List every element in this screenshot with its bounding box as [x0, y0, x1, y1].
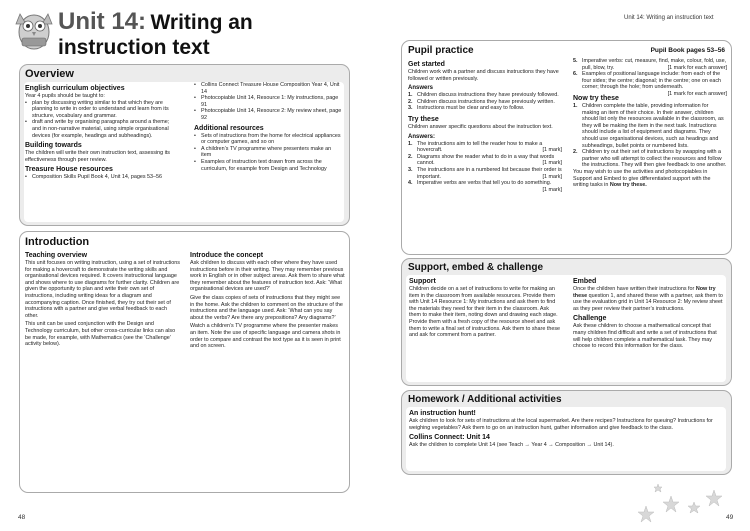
list-item: • Collins Connect Treasure House Composition Year 4, Unit 14 — [194, 82, 342, 95]
concept-text-3: Watch a children’s TV programme where the presenter makes an item. Note the use of specific language and camera shots in order to compare and contrast the text type as it is seen in print and on screen. — [190, 323, 341, 350]
list-item: • A children’s TV programme where presenters make an item — [194, 146, 342, 159]
concept-heading: Introduce the concept — [190, 252, 264, 259]
answer-item: 1. Children discuss instructions they have previously followed. — [408, 92, 559, 99]
support-box — [401, 258, 732, 386]
answers-heading: Answers — [408, 85, 434, 92]
support-col2 — [573, 275, 725, 382]
page-number-left: 48 — [18, 514, 26, 521]
running-head: Unit 14: Writing an instruction text — [624, 15, 714, 21]
teaching-text-2: This unit can be used conjunction with the Design and Technology curriculum, but other cross-curricular links can also be made, for example, with Mathematics (see the ‘Challenge’ activity below). — [25, 321, 176, 348]
try-these-text: Children answer specific questions about the instruction text. — [408, 123, 553, 130]
list-item: • Examples of instruction text drawn from across the curriculum, for example from Design and Technology — [194, 159, 342, 172]
practice-closing: You may wish to use the activities and photocopiables in Support and Embed to give differentiated support with the writing tasks in Now try these. — [573, 168, 711, 189]
homework-title: Homework / Additional activities — [408, 394, 562, 405]
homework-content — [409, 407, 725, 471]
answer-item: 3. The instructions are in a numbered list because their order is important. [1 mark] — [408, 166, 562, 180]
teaching-text-1: This unit focuses on writing instruction, using a set of instructions for making a hovercraft to demonstrate the writing skills and organisational devices required. It covers instructional language and shows where to use diagrams for further clarity. Children are given the opportunity to plan and write their own set of instructions, including writing ideas for a diagram and accompanying caption. Once finished, they try out their set of instructions with a partner and give verbal feedback to each other. — [25, 260, 180, 319]
concept-text-1: Ask children to discuss with each other where they have used instructions before in their writing. They may remember previous work in English or in other subject areas. Ask them to share what they remember about the features of instruction text. Ask: ‘What organisational devices are used?’ — [190, 260, 345, 293]
practice-pages: Pupil Book pages 53–56 — [650, 47, 725, 54]
try-these-heading: Try these — [408, 115, 439, 123]
collins-heading: Collins Connect: Unit 14 — [409, 434, 490, 442]
now-try-answers — [573, 103, 727, 169]
overview-box — [19, 64, 350, 226]
answer-item: 1. The instructions aim to tell the reader how to make a hovercraft. [1 mark] — [408, 140, 562, 154]
title-line-1: Writing an — [150, 11, 253, 34]
hunt-heading: An instruction hunt! — [409, 410, 476, 417]
embed-text: Once the children have written their instructions for Now try these question 1, and shared these with a partner, ask them to use the evaluation grid in Unit 14 Resource 2: My review sheet as they peer review their partner’s instructions. — [573, 286, 723, 312]
collins-text: Ask the children to complete Unit 14 (see Teach → Year 4 → Composition → Unit 14). — [409, 442, 614, 449]
answer-item: 2. Children discuss instructions they have previously written. — [408, 98, 555, 105]
list-item: • Composition Skills Pupil Book 4, Unit 14, pages 53–56 — [25, 174, 177, 181]
building-text: The children will write their own instruction text, assessing its effectiveness through peer review. — [25, 150, 171, 163]
answer-item: 2. Diagrams show the reader what to do in a way that words cannot. [1 mark] — [408, 153, 562, 167]
curriculum-heading: English curriculum objectives — [25, 85, 125, 92]
answer-item: 5. Imperative verbs: cut, measure, find, make, colour, fold, use, pull, blow, try. [1 mark for each answer] — [573, 58, 727, 71]
list-item: • draft and write by organising paragraphs around a theme; and in non-narrative material, using simple organisational devices (for example, headings and subheadings). — [25, 119, 177, 139]
building-heading: Building towards — [25, 142, 82, 150]
resources-heading: Treasure House resources — [25, 166, 113, 174]
concept-text-2: Give the class copies of sets of instructions that they might see in the home. Ask the children to comment on the structure of the instructions and the language used. Ask: ‘What can you say about the verbs? Are there any prepositions? Any diagrams?’ — [190, 294, 343, 321]
curriculum-intro: Year 4 pupils should be taught to: — [25, 93, 105, 99]
list-item: • plan by discussing writing similar to that which they are planning to write in order to understand and learn from its structure, vocabulary and grammar. — [25, 100, 177, 120]
title-line-2: instruction text — [58, 36, 210, 59]
now-try-heading: Now try these — [573, 94, 619, 102]
teaching-heading: Teaching overview — [25, 252, 88, 259]
additional-list — [194, 133, 342, 173]
get-started-text: Children work with a partner and discuss instructions they have followed or written previously. — [408, 69, 559, 82]
list-item: • Sets of instructions from the home for electrical appliances or computer games, and so on — [194, 133, 342, 146]
additional-heading: Additional resources — [194, 124, 264, 132]
support-text: Children decide on a set of instructions to write for making an item in the classroom from available resources. Provide them with Unit 14 Resource 1: My instructions and ask them to find the materials they need for their item in the classroom. Ask them to make their item, noting down and drawing each stage. Provide them with a fresh copy of the resource sheet and ask them to write a final set of instructions. Ask them to share these and ask for comment from a partner. — [409, 286, 561, 339]
practice-col1 — [408, 58, 562, 253]
get-started-answers — [408, 92, 562, 112]
resources-list — [25, 174, 177, 181]
answer-item: 4. Imperative verbs are verbs that tell you to do something. [1 mark] — [408, 180, 562, 193]
try-these-answers — [408, 140, 562, 193]
overview-col2 — [194, 82, 342, 222]
list-item: • Photocopiable Unit 14, Resource 2: My review sheet, page 92 — [194, 108, 342, 121]
embed-heading: Embed — [573, 278, 597, 285]
answer-item: 6. Examples of positional language include: from each of the four sides; the centre; diagonal; in the centre; one on each corner; through the hole; from underneath. [1 mark for each answer] — [573, 71, 727, 97]
try-these-answers-continued — [573, 58, 727, 97]
page-number-right: 49 — [726, 514, 734, 521]
resources-list-continued — [194, 82, 342, 122]
support-heading: Support — [409, 278, 436, 285]
practice-title: Pupil practice — [408, 45, 474, 56]
answer-item: 2. Children try out their set of instructions by swapping with a partner who will attempt to collect the resources and follow the instructions. They will then give feedback to one another. — [573, 149, 727, 169]
list-item: • Photocopiable Unit 14, Resource 1: My instructions, page 91 — [194, 95, 342, 108]
practice-col2 — [573, 58, 727, 253]
introduction-title: Introduction — [25, 236, 90, 248]
pupil-practice-box — [401, 40, 732, 255]
hunt-text: Ask children to look for sets of instructions at the local supermarket. Are there recipes? Instructions for queuing? Instructions for weighing vegetables? Ask them to go on an instruction hunt, gather information and give feedback to the class. — [409, 418, 713, 431]
intro-col1 — [25, 249, 180, 489]
challenge-text: Ask these children to choose a mathematical concept that many children find difficult and write a set of instructions that will help children complete a mathematical task. They may choose to record this information for the class. — [573, 323, 717, 350]
overview-title: Overview — [25, 68, 74, 80]
support-title: Support, embed & challenge — [408, 262, 544, 273]
unit-number: Unit 14: — [58, 8, 147, 35]
stars-decoration — [626, 476, 726, 526]
introduction-box — [19, 231, 350, 493]
mascot-icon — [12, 2, 56, 52]
challenge-heading: Challenge — [573, 315, 607, 323]
intro-col2 — [190, 249, 345, 489]
curriculum-list — [25, 100, 177, 140]
answer-item: 1. Children complete the table, providing information for making an item of their choice. In their answer, children should list only the resources available in the classroom, as they will be making the item in the next task. Instructions should include a list of equipment and diagrams. They should use organisational devices, such as headings and subheadings, bullet points or numbered lists. — [573, 102, 724, 149]
overview-col1 — [25, 82, 177, 222]
homework-box — [401, 390, 732, 475]
unit-title — [58, 10, 253, 61]
get-started-heading: Get started — [408, 61, 445, 68]
answer-item: 3. Instructions must be clear and easy to follow. — [408, 105, 525, 112]
try-answers-heading: Answers: — [408, 133, 436, 140]
support-col1 — [409, 275, 561, 382]
